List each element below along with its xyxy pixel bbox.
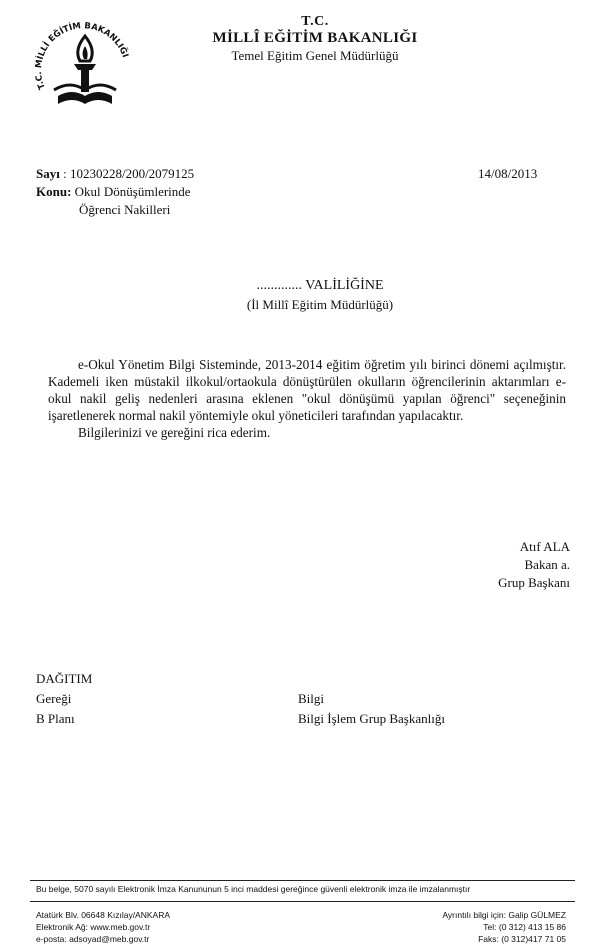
konu-line2: Öğrenci Nakilleri [79,202,171,217]
konu-label: Konu: [36,184,72,199]
konu-row [36,184,191,200]
seal-text: T.C. MİLLİ EĞİTİM BAKANLIĞI [33,21,130,91]
footer-email: e-posta: adsoyad@meb.gov.tr [36,934,150,944]
footer-tel: Tel: (0 312) 413 15 86 [483,922,566,932]
header-tc: T.C. [301,14,329,29]
footer-rule-top [30,880,575,881]
distribution-left-2: B Planı [36,711,75,726]
body-paragraph-2: Bilgilerinizi ve gereğini rica ederim. [78,425,271,440]
footer-fax: Faks: (0 312)417 71 05 [478,934,566,944]
footer-contact: Ayrıntılı bilgi için: Galip GÜLMEZ [442,910,566,920]
signature-block [470,538,570,592]
footer-web: Elektronik Ağ: www.meb.gov.tr [36,922,151,932]
distribution-right-1: Bilgi [298,691,325,706]
signatory-role-1: Bakan a. [524,557,570,572]
addressee-title: ............. VALİLİĞİNE [256,278,384,293]
document-date: 14/08/2013 [478,166,538,181]
sayi-label: Sayı [36,166,60,181]
header-directorate: Temel Eğitim Genel Müdürlüğü [231,48,399,63]
konu-line1: Okul Dönüşümlerinde [74,184,191,199]
sayi-value: : 10230228/200/2079125 [63,166,195,181]
addressee-subtitle: (İl Millî Eğitim Müdürlüğü) [246,297,394,312]
distribution-right-2: Bilgi İşlem Grup Başkanlığı [298,711,445,726]
footer-esign-notice: Bu belge, 5070 sayılı Elektronik İmza Kanununun 5 inci maddesi gereğince güvenli elektronik imza ile imzalanmıştır [36,884,471,894]
header-ministry: MİLLÎ EĞİTİM BAKANLIĞI [212,30,418,46]
body-text [48,356,566,441]
footer-address: Atatürk Blv. 06648 Kızılay/ANKARA [36,910,171,920]
distribution-left-1: Gereği [36,691,72,706]
signatory-name: Atıf ALA [519,539,570,554]
signatory-role-2: Grup Başkanı [498,575,570,590]
footer-rule-bottom [30,901,575,902]
sayi-row [36,166,194,182]
distribution-title: DAĞITIM [36,671,93,686]
body-paragraph-1: e-Okul Yönetim Bilgi Sisteminde, 2013-2014 eğitim öğretim yılı birinci dönemi açılmıştır. Kademeli iken müstakil ilkokul/ortaokula dönüştürülen okulların öğrencilerinin aktarımları e-okul nakil geliş nedenleri arasına eklenen "okul dönüşümü yapılan öğrenci" seçeneğinin işaretlenerek normal nakil yöntemiyle okul yöneticileri tarafından yapılacaktır. [48,357,566,423]
ministry-seal-logo [30,18,140,128]
